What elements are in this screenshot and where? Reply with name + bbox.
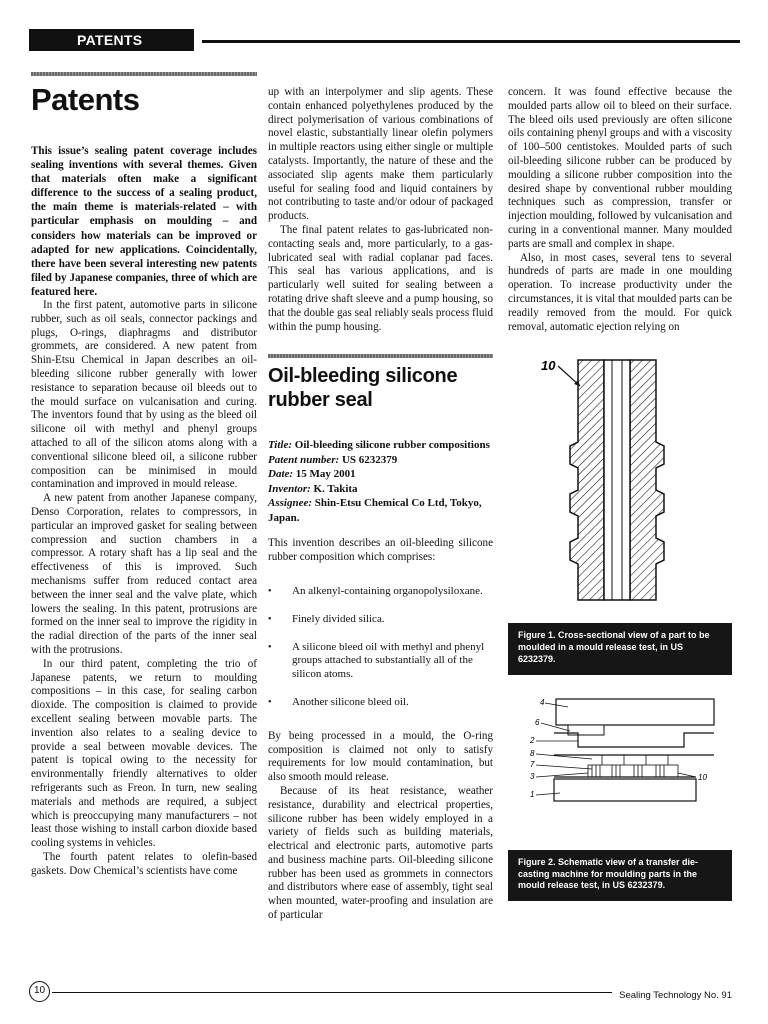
article-paragraph-2: Because of its heat resistance, weather resistance, durability and electrical properties, silicone rubber has been widely employed in a variety of fields such as building materials, electrical and electronic parts, automotive parts and business machine parts. Oil-bleeding silicone rubber has been used as grommets in connectors and distributors where ease of assembly, tight seal when mounted, water-proofing and insulation are of particular — [268, 784, 493, 922]
figure-1-caption: Figure 1. Cross-sectional view of a part to be moulded in a mould release test, in US 6232379. — [508, 623, 732, 674]
svg-text:1: 1 — [530, 789, 535, 799]
meta-patent-number: Patent number: US 6232379 — [268, 453, 398, 466]
col2-paragraph-1: up with an interpolymer and slip agents. These contain enhanced polyethylenes produced by the direct polymerisation of various combinations of novel elastic, substantially linear olefin polymers in multiple reactors using either single or multiple catalysts. Importantly, the nature of these and the associated slip agents make them particularly useful for sealing food and liquid containers by not contributing to taste and/or odour of packaged products. — [268, 86, 493, 223]
col3-paragraph-1: concern. It was found effective because the moulded parts allow oil to bleed on their surface. The bleed oils used previously are often silicone oils containing phenyl groups and with a viscosity of 100–500 centistokes. Moulded parts of such oil-bleeding silicone rubber can be produced by moulding a silicone rubber composition into the desired shape by conventional rubber moulding techniques such as compression, transfer or injection moulding, followed by vulcanisation and curing in a conventional manner. Many moulded parts are small and complex in shape. — [508, 86, 732, 250]
figure-1-diagram — [508, 350, 732, 620]
footer-rule — [52, 992, 612, 993]
article-title: Oil-bleeding silicone rubber seal — [268, 365, 458, 412]
figure-2-diagram — [508, 693, 732, 843]
svg-text:10: 10 — [698, 772, 707, 782]
meta-assignee: Assignee: Shin-Etsu Chemical Co Ltd, Tokyo, Japan. — [268, 497, 482, 524]
col3-paragraph-2: Also, in most cases, several tens to several hundreds of parts are made in one moulding operation. To increase productivity under the circumstances, it is vital that moulded parts can be readily removed from the mould. For quick removal, automatic ejection relying on — [508, 251, 732, 333]
header-rule — [202, 40, 740, 43]
svg-text:8: 8 — [530, 748, 535, 758]
svg-text:7: 7 — [530, 759, 535, 769]
claim-item: • Another silicone bleed oil. — [268, 696, 493, 710]
intro-paragraph-1: In the first patent, automotive parts in silicone rubber, such as oil seals, connector packings and plugs, O-rings, diaphragms and distributor grommets, are considered. A new patent from Shin-Etsu Chemical in Japan describes an oil-bleeding silicone rubber generally with lower resistance to separation because oil bleeds out to the mould surface on vulcanisation and curing. The inventors found that by using as the bleed oil silicone oil with methyl and phenyl groups attached to all of the silicon atoms along with a conventional silicone bleed oil, a silicone rubber composition can be minimised in mould contamination and improved in mould release. — [31, 299, 257, 491]
intro-paragraph-3: In our third patent, completing the trio of Japanese patents, we return to moulding compositions – in this case, for sealing carbon dioxide. The composition is claimed to provide excellent sealing between movable parts. The invention also relates to a sealing device to provide a seal between movable devices. The patent is topical owing to the necessity for environmentally friendly alternatives to older refrigerants such as Freon. In turn, new sealing materials and methods are required, a subject which is preoccupying many manufacturers – not least those wishing to install carbon dioxide based cooling systems in vehicles. — [31, 657, 257, 850]
page-number: 10 — [29, 981, 50, 1002]
article-bar — [268, 354, 493, 358]
claims-list — [268, 585, 493, 710]
column-1 — [31, 72, 257, 879]
section-tab: PATENTS — [29, 29, 194, 51]
col2-paragraph-2: The final patent relates to gas-lubricated non-contacting seals and, more particularly, to a gas-lubricated seal with radial coplanar pad faces. This seal has various applications, and is particularly well suited for sealing between a rotating drive shaft sleeve and a pump housing, so that the double gas seal reliably seals process fluid within the pump housing. — [268, 223, 493, 333]
meta-date: Date: 15 May 2001 — [268, 468, 356, 481]
svg-text:4: 4 — [540, 697, 545, 707]
figure-2-caption: Figure 2. Schematic view of a transfer die-casting machine for moulding parts in the mould release test, in US 6232379. — [508, 850, 732, 901]
svg-text:2: 2 — [530, 735, 535, 745]
meta-inventor: Inventor: K. Takita — [268, 482, 358, 495]
claim-item: • A silicone bleed oil with methyl and phenyl groups attached to substantially all of the silicon atoms. — [268, 641, 493, 682]
journal-name: Sealing Technology No. 91 — [619, 990, 732, 1001]
article-intro: This invention describes an oil-bleeding silicone rubber composition which comprises: — [268, 537, 493, 564]
lead-paragraph: This issue’s sealing patent coverage includes sealing inventions with several themes. Given that materials often make a significant difference to the success of a sealing product, the main theme is materials-related – with particular emphasis on moulding – and considers how materials can be improved or adapted for new applications. Coincidentally, there have been several interesting new patents filed by Japanese companies, three of which are featured here. — [31, 145, 257, 298]
title-bar — [31, 72, 257, 76]
meta-title: Title: Oil-bleeding silicone rubber compositions — [268, 439, 490, 452]
figure-1 — [508, 350, 732, 674]
article-paragraph-1: By being processed in a mould, the O-ring composition is claimed not only to satisfy requirements for low mould contamination, but also smooth mould release. — [268, 729, 493, 784]
claim-item: • An alkenyl-containing organopolysiloxane. — [268, 585, 493, 599]
intro-paragraph-4: The fourth patent relates to olefin-based gaskets. Dow Chemical’s scientists have come — [31, 850, 257, 877]
figure-2 — [508, 693, 732, 901]
patent-meta — [268, 438, 493, 525]
column-3 — [508, 86, 732, 901]
column-2 — [268, 86, 493, 923]
intro-paragraph-2: A new patent from another Japanese company, Denso Corporation, relates to compressors, in particular an improved gasket for sealing between compression and suction chambers in a compressor. A rotary shaft has a lip seal and the effectiveness of this is improved. Such mechanisms suffer from reduced contact area between the inner seal and the valve plate, which lowers the sealing. In this patent, protrusions are formed on the inner seal to improve the rigidity in the radial direction of the parts of the inner seal with the protrusions. — [31, 492, 257, 656]
figure-1-label: 10 — [541, 358, 556, 374]
page-title: Patents — [31, 82, 140, 117]
svg-text:6: 6 — [535, 717, 540, 727]
claim-item: • Finely divided silica. — [268, 613, 493, 627]
svg-text:3: 3 — [530, 771, 535, 781]
